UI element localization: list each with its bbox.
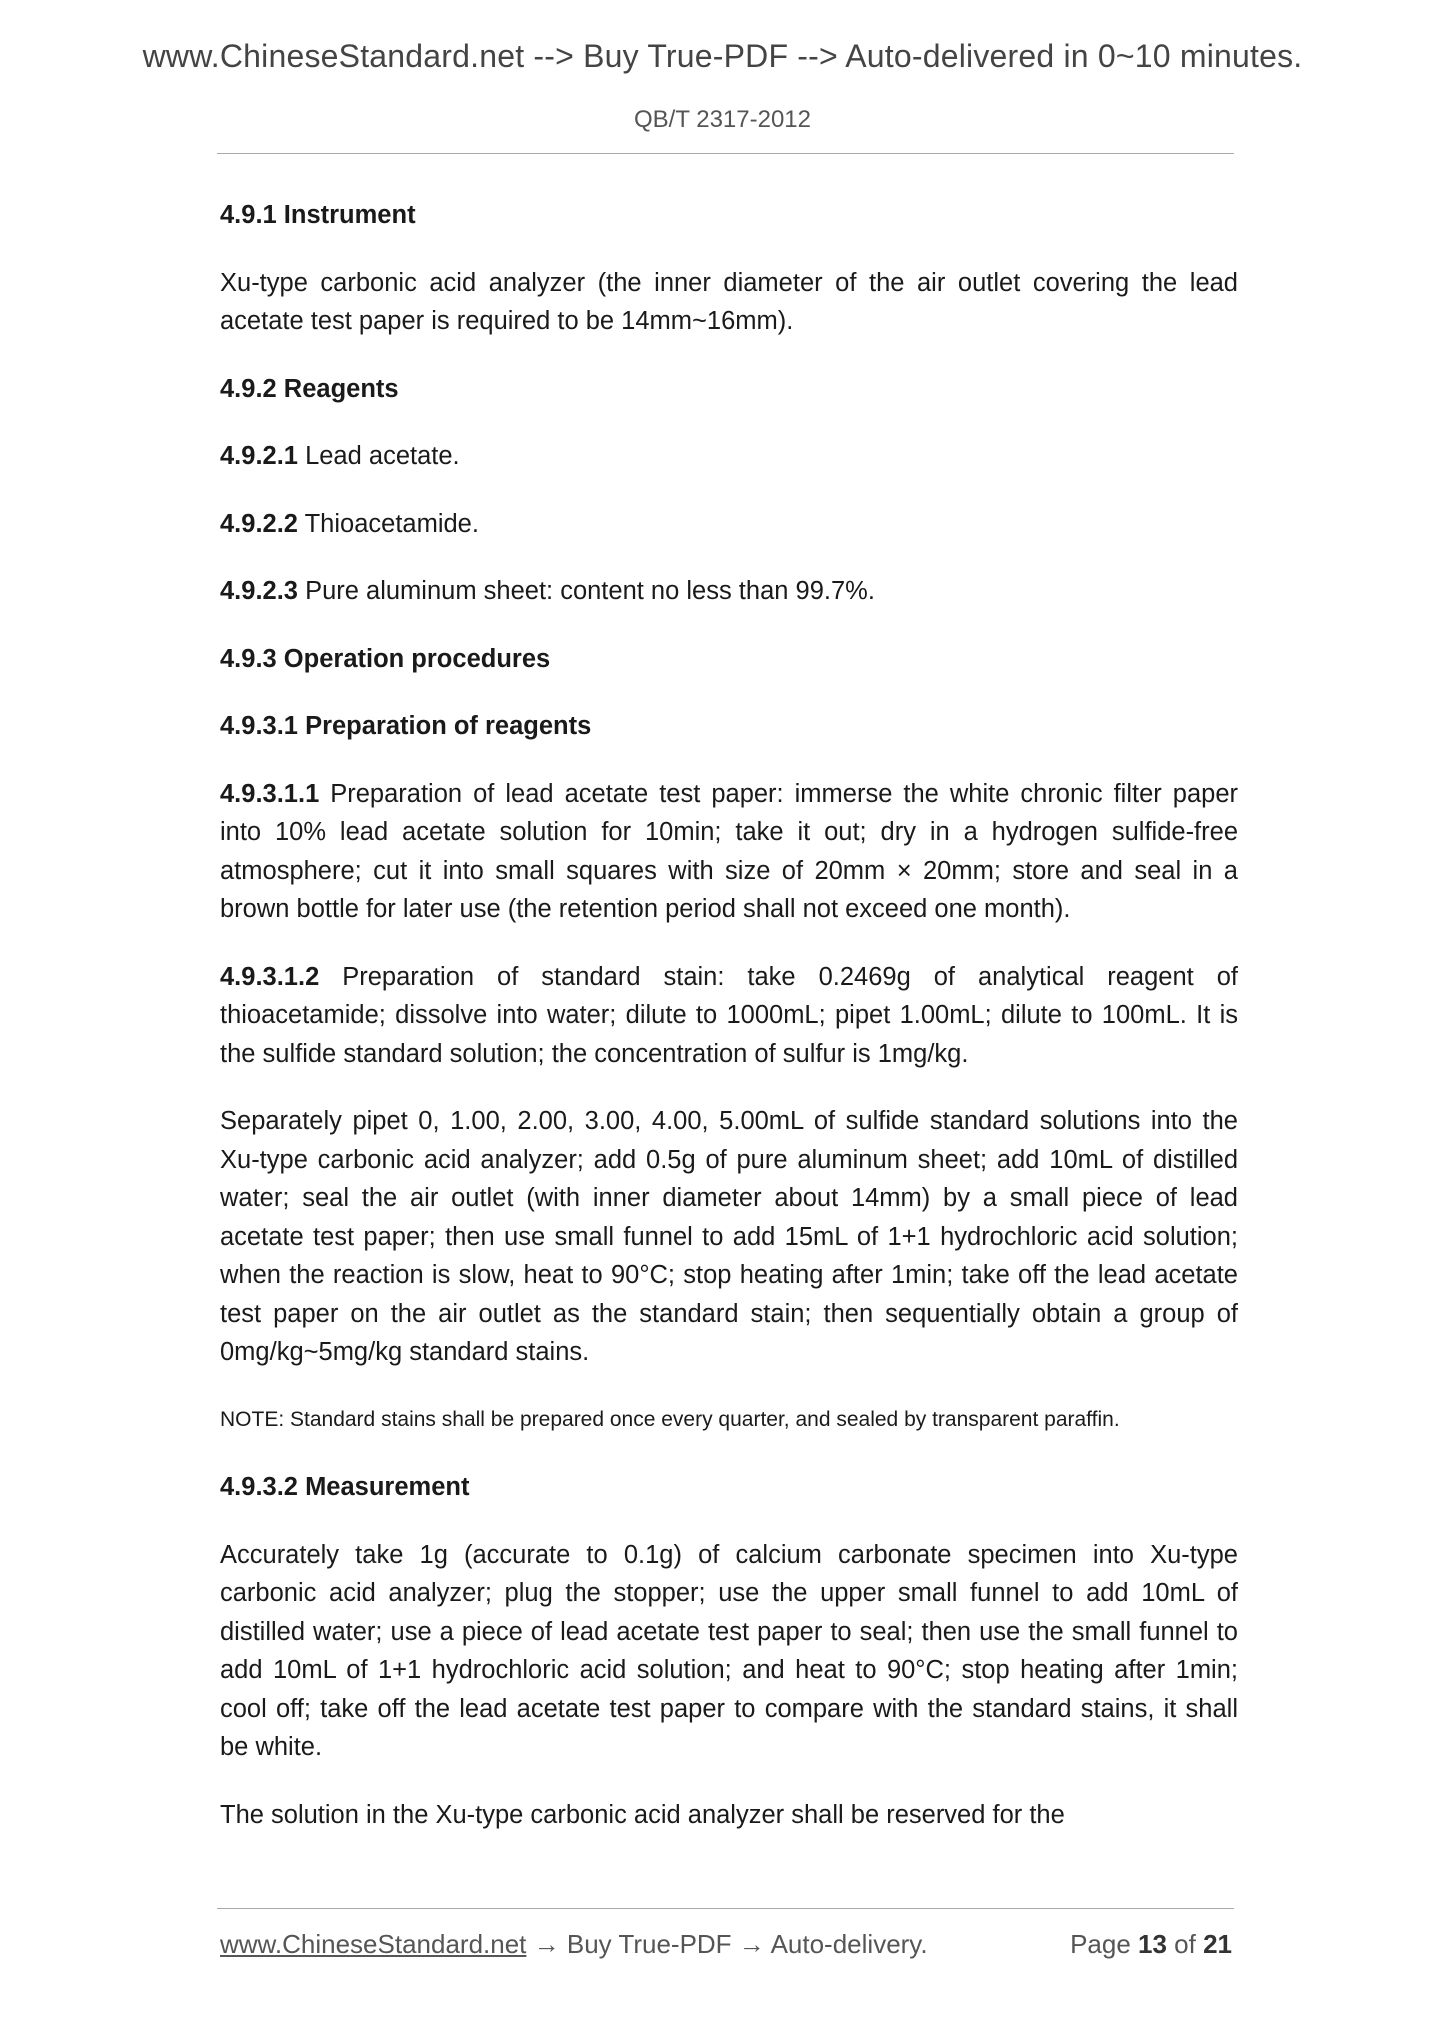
paragraph-separately-pipet: Separately pipet 0, 1.00, 2.00, 3.00, 4.00, 5.00mL of sulfide standard solutions into the Xu-type carbonic acid analyzer; add 0.5g of pure aluminum sheet; add 10mL of distilled water; seal the air outlet (with inner diameter about 14mm) by a small piece of lead acetate test paper; then use small funnel to add 15mL of 1+1 hydrochloric acid solution; when the reaction is slow, heat to 90°C; stop heating after 1min; take off the lead acetate test paper on the air outlet as the standard stain; then sequentially obtain a group of 0mg/kg~5mg/kg standard stains. bbox=[220, 1107, 1238, 1366]
clause-text: Preparation of lead acetate test paper: immerse the white chronic filter paper into 10% lead acetate solution for 10min; take it out; dry in a hydrogen sulfide-free atmosphere; cut it into small squares with size of 20mm × 20mm; store and seal in a brown bottle for later use (the retention period shall not exceed one month). bbox=[220, 779, 1238, 923]
clause-text: Thioacetamide. bbox=[297, 509, 479, 538]
page-footer bbox=[220, 1929, 1232, 1960]
footer-link[interactable]: www.ChineseStandard.net bbox=[220, 1929, 527, 1959]
item-4-9-2-2 bbox=[220, 505, 1238, 544]
heading-4-9-3-1: 4.9.3.1 Preparation of reagents bbox=[220, 712, 592, 740]
page-word: Page bbox=[1070, 1929, 1139, 1959]
clause-text: Lead acetate. bbox=[297, 442, 460, 470]
heading-4-9-1: 4.9.1 Instrument bbox=[220, 201, 416, 229]
clause-text: Preparation of standard stain: take 0.2469g of analytical reagent of thioacetamide; dissolve into water; dilute to 1000mL; pipet 1.00mL; dilute to 100mL. It is the sulfide standard solution; the concentration of sulfur is 1mg/kg. bbox=[220, 962, 1238, 1068]
footer-divider bbox=[217, 1908, 1234, 1909]
paragraph-measurement: Accurately take 1g (accurate to 0.1g) of calcium carbonate specimen into Xu-type carbonic acid analyzer; plug the stopper; use the upper small funnel to add 10mL of distilled water; use a piece of lead acetate test paper to seal; then use the small funnel to add 10mL of 1+1 hydrochloric acid solution; and heat to 90°C; stop heating after 1min; cool off; take off the lead acetate test paper to compare with the standard stains, it shall be white. bbox=[220, 1540, 1238, 1761]
heading-4-9-3-2: 4.9.3.2 Measurement bbox=[220, 1473, 470, 1501]
heading-4-9-3: 4.9.3 Operation procedures bbox=[220, 644, 551, 673]
note: NOTE: Standard stains shall be prepared once every quarter, and sealed by transparent paraffin. bbox=[220, 1407, 1120, 1431]
of-word: of bbox=[1166, 1929, 1204, 1959]
item-4-9-3-1-2 bbox=[220, 958, 1238, 1074]
item-4-9-2-3 bbox=[220, 572, 1238, 611]
heading-4-9-2: 4.9.2 Reagents bbox=[220, 374, 399, 403]
clause-number: 4.9.2.1 bbox=[220, 442, 298, 470]
header-banner: www.ChineseStandard.net --> Buy True-PDF --> Auto-delivered in 0~10 minutes. bbox=[142, 38, 1303, 74]
clause-number: 4.9.2.2 bbox=[220, 509, 298, 538]
page-number: 13 bbox=[1138, 1929, 1167, 1959]
clause-number: 4.9.3.1.2 bbox=[220, 962, 320, 991]
standard-code: QB/T 2317-2012 bbox=[633, 106, 811, 133]
paragraph-instrument: Xu-type carbonic acid analyzer (the inner diameter of the air outlet covering the lead acetate test paper is required to be 14mm~16mm). bbox=[220, 268, 1238, 335]
footer-tagline: → Buy True-PDF → Auto-delivery. bbox=[526, 1929, 928, 1959]
header-divider bbox=[217, 153, 1234, 154]
footer-left bbox=[220, 1929, 928, 1960]
page-total: 21 bbox=[1203, 1929, 1232, 1959]
document-body bbox=[220, 196, 1238, 1863]
clause-text: Pure aluminum sheet: content no less than 99.7%. bbox=[297, 577, 875, 605]
clause-number: 4.9.2.3 bbox=[220, 577, 298, 605]
paragraph-solution: The solution in the Xu-type carbonic acid analyzer shall be reserved for the bbox=[220, 1800, 1065, 1829]
page-indicator bbox=[1070, 1929, 1232, 1960]
clause-number: 4.9.3.1.1 bbox=[220, 779, 320, 808]
item-4-9-2-1 bbox=[220, 437, 1238, 476]
item-4-9-3-1-1 bbox=[220, 775, 1238, 929]
